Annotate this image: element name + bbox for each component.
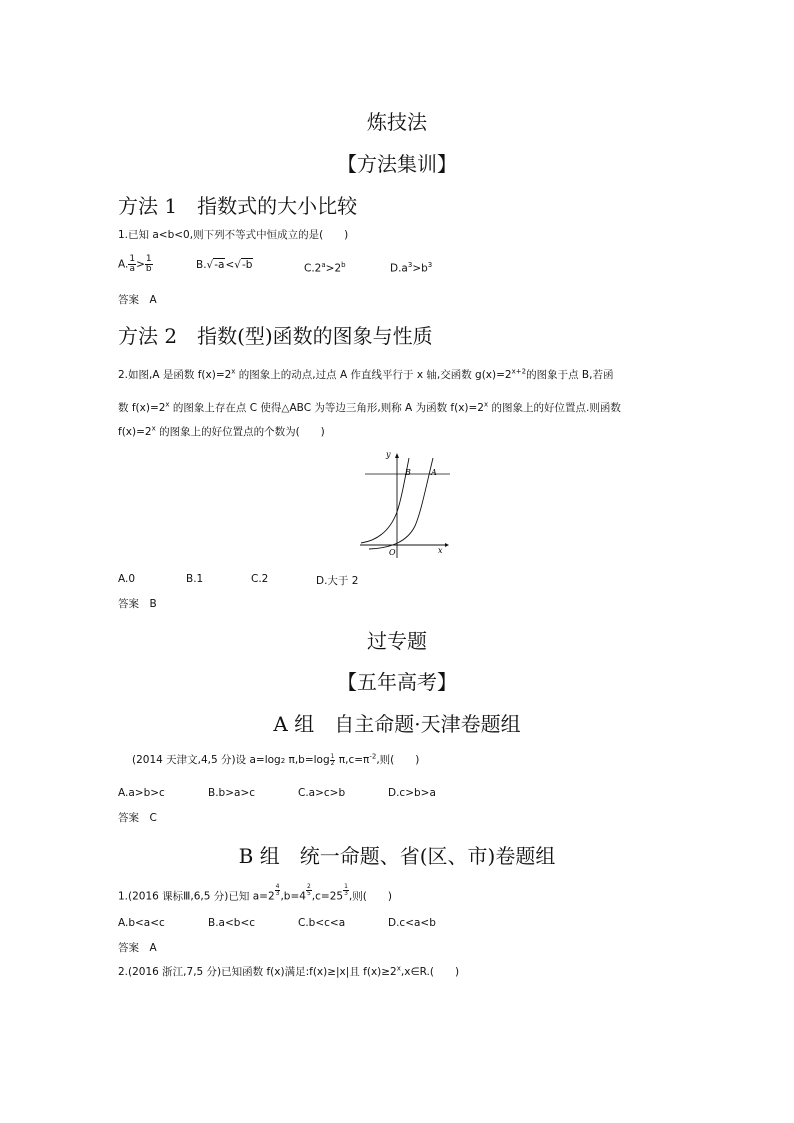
x-axis-arrow <box>445 543 449 547</box>
group-b-q1-option-b: B.a<b<c <box>208 917 256 929</box>
group-b-q1-option-d: D.c<a<b <box>388 917 436 929</box>
group-a-option-a: A.a>b>c <box>118 787 165 799</box>
section-subtitle-five-years: 【五年高考】 <box>337 670 457 694</box>
group-b-q1-answer: 答案 A <box>118 942 157 954</box>
curve-f <box>369 458 433 549</box>
question-2-line-1: 2.如图,A 是函数 $f(x)=2^x$ 的图象上的动点,过点 A 作直线平行于 x 轴,交函数 $g(x)=2^{x+2}$的图象于点 B,若函 <box>118 367 614 381</box>
y-axis-arrow <box>395 453 399 458</box>
question-1-option-b: B.√-a<√-b <box>196 259 253 271</box>
method1-heading: 方法 1 指数式的大小比较 <box>118 194 358 218</box>
group-a-option-d: D.c>b>a <box>388 787 436 799</box>
question-2-answer: 答案 B <box>118 598 157 610</box>
y-axis-label: y <box>386 450 391 459</box>
exponential-graph-figure <box>355 446 455 561</box>
curve-g <box>361 458 409 543</box>
question-2-option-b: B.1 <box>186 573 204 585</box>
group-b-heading: B 组 统一命题、省(区、市)卷题组 <box>238 844 556 868</box>
question-2-line-3: $f(x)=2^x$ 的图象上的好位置点的个数为( ) <box>118 424 325 438</box>
method2-heading: 方法 2 指数(型)函数的图象与性质 <box>118 324 433 348</box>
question-2-option-a: A.0 <box>118 573 136 585</box>
question-1-answer: 答案 A <box>118 294 157 306</box>
group-b-question-2: 2.(2016 浙江,7,5 分)已知函数 f(x)满足:f(x)≥|x|且 $f(x)\ge 2^x,x\in R$.( ) <box>118 964 460 978</box>
group-a-heading: A 组 自主命题·天津卷题组 <box>273 712 521 736</box>
group-b-q1-option-c: C.b<c<a <box>298 917 346 929</box>
group-b-question-1: 1.(2016 课标Ⅲ,6,5 分)已知 a=2 $\frac{4}{3}$ ,b=4 $\frac{2}{5}$ ,c=25 $\frac{1}{3}$ ,则( ) <box>118 883 392 903</box>
group-a-question: (2014 天津文,4,5 分)设 a=log2 π,b=log $\frac{1}{2}$ $\pi,c=\pi^{-2}$,则( ) <box>132 752 420 767</box>
question-2-option-d: D.大于 2 <box>316 575 359 587</box>
question-2-option-c: C.2 <box>251 573 269 585</box>
x-axis-label: x <box>438 546 443 555</box>
point-b-label: B <box>405 468 411 477</box>
question-1-option-a: A. $\frac{1}{a}$ > $\frac{1}{b}$ <box>118 254 152 274</box>
question-2-line-2: 数 $f(x)=2^x$ 的图象上存在点 C 使得△ABC 为等边三角形,则称 A 为函数 $f(x)=2^x$ 的图象上的好位置点.则函数 <box>118 400 621 414</box>
question-1-stem: 1.已知 a<b<0,则下列不等式中恒成立的是( ) <box>118 229 349 241</box>
group-a-option-c: C.a>c>b <box>298 787 346 799</box>
section-subtitle-method-training: 【方法集训】 <box>337 152 457 176</box>
group-a-answer: 答案 C <box>118 812 157 824</box>
question-1-option-c: $C.2^a>2^b$ <box>304 261 346 275</box>
group-a-option-b: B.b>a>c <box>208 787 256 799</box>
group-b-q1-option-a: A.b<a<c <box>118 917 165 929</box>
point-a-label: A <box>431 468 437 477</box>
section-title-topic: 过专题 <box>367 629 427 653</box>
section-title-practice: 炼技法 <box>367 110 427 134</box>
origin-label: O <box>389 548 396 557</box>
question-1-option-d: $D.a^3>b^3$ <box>390 261 433 275</box>
